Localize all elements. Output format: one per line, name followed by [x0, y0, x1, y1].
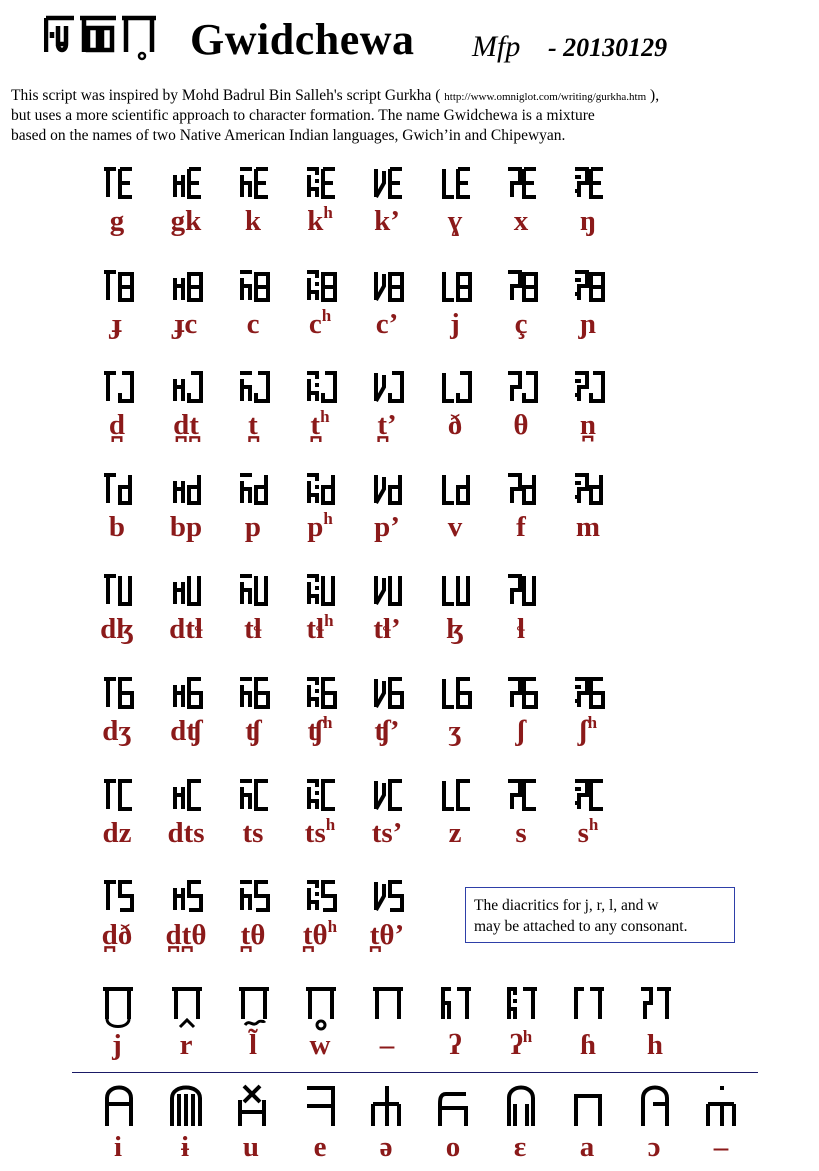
label-row6-col6-text: ʒ: [448, 715, 462, 747]
glyph-row3-col7: [506, 371, 540, 405]
label-row4-col6: [422, 510, 488, 544]
label-row6-col3-text: ʧ: [245, 715, 261, 747]
glyph-row6-col2: [171, 677, 205, 711]
glyph-row6-col6: [440, 677, 474, 711]
label-row1-col5: [354, 204, 420, 238]
label-vowel-7: [487, 1130, 553, 1164]
label-row4-col3: [220, 510, 286, 544]
label-row4-col5: [354, 510, 420, 544]
glyph-row9-col5: [369, 985, 409, 1033]
label-vowel-6-text: o: [445, 1131, 461, 1163]
glyph-row6-col1: [102, 677, 136, 711]
label-row9-col9-text: h: [646, 1029, 664, 1061]
label-row1-col4-superscript: h: [323, 203, 333, 222]
label-vowel-4-text: e: [313, 1131, 327, 1163]
label-row9-col7: [488, 1028, 554, 1062]
label-row6-col2: [153, 714, 219, 748]
glyph-vowel-10: [704, 1082, 740, 1130]
label-row4-col7-text: f: [516, 511, 526, 543]
label-row6-col4-superscript: h: [323, 713, 333, 732]
glyph-vowel-5: [369, 1082, 405, 1130]
label-row2-col5-text: c’: [375, 308, 399, 340]
label-row1-col1: [84, 204, 150, 238]
label-row8-col5-text: t̪θ’: [369, 919, 405, 951]
label-row2-col4: [287, 307, 353, 341]
label-row5-col1-text: dɮ: [100, 613, 134, 645]
label-row8-col1-text: d̪ð: [101, 919, 133, 951]
glyph-row8-col4: [305, 880, 339, 914]
label-row2-col1: [84, 307, 150, 341]
label-row6-col5-text: ʧ’: [374, 715, 400, 747]
glyph-vowel-8: [570, 1082, 606, 1130]
label-row2-col5: [354, 307, 420, 341]
page-title: Gwidchewa: [190, 15, 415, 64]
label-row9-col3-text: l̃: [248, 1029, 258, 1061]
glyph-row1-col6: [440, 167, 474, 201]
label-vowel-5: [353, 1130, 419, 1164]
glyph-row9-col9: [637, 985, 677, 1033]
glyph-vowel-2: [168, 1082, 204, 1130]
label-row1-col8-text: ŋ: [579, 205, 597, 237]
label-row1-col7: [488, 204, 554, 238]
label-row8-col3: [220, 918, 286, 952]
glyph-row3-col1: [102, 371, 136, 405]
label-row8-col5: [354, 918, 420, 952]
label-row3-col8: [555, 408, 621, 442]
label-vowel-1-text: i: [113, 1131, 123, 1163]
label-vowel-8-text: a: [579, 1131, 595, 1163]
label-row3-col2-text: d̪t̪: [173, 409, 199, 441]
label-row3-col3-text: t̪: [248, 409, 258, 441]
label-row3-col6-text: ð: [447, 409, 463, 441]
label-vowel-6: [420, 1130, 486, 1164]
label-row2-col6: [422, 307, 488, 341]
label-row5-col2-text: dtɬ: [169, 613, 203, 645]
label-row5-col4-text: tɬ: [306, 613, 325, 645]
glyph-row2-col3: [238, 270, 272, 304]
glyph-row1-col5: [372, 167, 406, 201]
label-row9-col1-text: j: [112, 1029, 122, 1061]
label-row4-col4: [287, 510, 353, 544]
label-vowel-10: [688, 1130, 754, 1164]
gurkha-link[interactable]: http://www.omniglot.com/writing/gurkha.htm: [444, 91, 647, 103]
label-row5-col3: [220, 612, 286, 646]
glyph-row4-col3: [238, 473, 272, 507]
label-row7-col2-text: dts: [167, 817, 205, 849]
label-row2-col6-text: j: [450, 308, 460, 340]
label-row1-col2: [153, 204, 219, 238]
label-vowel-3-text: u: [242, 1131, 260, 1163]
label-row9-col1: [84, 1028, 150, 1062]
glyph-row2-col5: [372, 270, 406, 304]
label-row9-col6: [422, 1028, 488, 1062]
glyph-row1-col8: [573, 167, 607, 201]
label-row4-col3-text: p: [244, 511, 262, 543]
glyph-row5-col1: [102, 574, 136, 608]
glyph-vowel-3: [234, 1082, 270, 1130]
label-row6-col1-text: dʒ: [102, 715, 132, 747]
label-row9-col5-text: –: [379, 1029, 395, 1061]
label-row3-col8-text: n̪: [579, 409, 597, 441]
label-row6-col6: [422, 714, 488, 748]
label-row6-col1: [84, 714, 150, 748]
label-row9-col3: [220, 1028, 286, 1062]
label-row7-col5: [354, 816, 420, 850]
label-row4-col7: [488, 510, 554, 544]
glyph-row6-col7: [506, 677, 540, 711]
label-row7-col3: [220, 816, 286, 850]
label-row7-col7: [488, 816, 554, 850]
glyph-row7-col7: [506, 779, 540, 813]
label-row7-col7-text: s: [515, 817, 527, 849]
intro-line-1: [11, 86, 659, 107]
glyph-row8-col5: [372, 880, 406, 914]
label-row5-col1: [84, 612, 150, 646]
glyph-vowel-1: [101, 1082, 137, 1130]
label-row4-col2-text: bp: [169, 511, 203, 543]
label-row9-col2: [153, 1028, 219, 1062]
label-row6-col7: [488, 714, 554, 748]
glyph-row4-col5: [372, 473, 406, 507]
label-row9-col9: [622, 1028, 688, 1062]
glyph-row9-col3: [235, 985, 275, 1033]
glyph-row9-col1: [99, 985, 139, 1033]
label-row9-col5: [354, 1028, 420, 1062]
label-row7-col6: [422, 816, 488, 850]
label-row9-col6-text: ʔ: [448, 1029, 462, 1061]
glyph-vowel-4: [303, 1082, 339, 1130]
label-row8-col4: [287, 918, 353, 952]
diacritics-note: [465, 887, 735, 943]
label-row3-col7: [488, 408, 554, 442]
glyph-row7-col3: [238, 779, 272, 813]
label-row1-col6-text: ɣ: [447, 205, 463, 237]
label-row6-col8-text: ʃ: [578, 715, 588, 747]
glyph-vowel-6: [436, 1082, 472, 1130]
glyph-row2-col1: [102, 270, 136, 304]
intro-line-1-end: ),: [646, 87, 660, 104]
glyph-row7-col4: [305, 779, 339, 813]
label-vowel-9: [621, 1130, 687, 1164]
label-row8-col1: [84, 918, 150, 952]
glyph-row9-col7: [503, 985, 543, 1033]
label-row7-col4-text: ts: [304, 817, 326, 849]
label-row2-col3: [220, 307, 286, 341]
label-row4-col4-superscript: h: [323, 509, 333, 528]
label-row4-col1: [84, 510, 150, 544]
glyph-row8-col3: [238, 880, 272, 914]
label-row3-col4-superscript: h: [320, 407, 330, 426]
label-row4-col8: [555, 510, 621, 544]
glyph-row4-col4: [305, 473, 339, 507]
glyph-row9-col8: [570, 985, 610, 1033]
glyph-row4-col7: [506, 473, 540, 507]
label-row4-col8-text: m: [575, 511, 601, 543]
label-row9-col4-text: w: [309, 1029, 331, 1061]
label-row7-col2: [153, 816, 219, 850]
label-row3-col4-text: t̪: [310, 409, 321, 441]
label-row2-col2-text: ɟc: [174, 308, 198, 340]
label-row6-col3: [220, 714, 286, 748]
note-line-2: may be attached to any consonant.: [474, 918, 688, 935]
label-row4-col1-text: b: [108, 511, 126, 543]
label-row2-col4-superscript: h: [321, 306, 332, 325]
glyph-row2-col4: [305, 270, 339, 304]
label-row6-col7-text: ʃ: [516, 715, 526, 747]
label-row1-col7-text: x: [513, 205, 529, 237]
label-row7-col3-text: ts: [242, 817, 264, 849]
label-row8-col2: [153, 918, 219, 952]
author-signature: Mfp: [472, 30, 521, 63]
label-row5-col6-text: ɮ: [446, 613, 464, 645]
label-row3-col2: [153, 408, 219, 442]
label-row4-col6-text: v: [447, 511, 463, 543]
glyph-row5-col5: [372, 574, 406, 608]
glyph-row5-col3: [238, 574, 272, 608]
glyph-row2-col6: [440, 270, 474, 304]
label-row4-col2: [153, 510, 219, 544]
label-row7-col1-text: dz: [102, 817, 132, 849]
label-vowel-5-text: ə: [379, 1131, 393, 1163]
label-row9-col8-text: ɦ: [579, 1029, 597, 1061]
label-row3-col3: [220, 408, 286, 442]
label-row2-col2: [153, 307, 219, 341]
glyph-row3-col5: [372, 371, 406, 405]
label-row3-col5-text: t̪’: [377, 409, 397, 441]
label-row3-col4: [287, 408, 353, 442]
label-vowel-4: [287, 1130, 353, 1164]
label-row7-col8-superscript: h: [588, 815, 599, 834]
glyph-row7-col5: [372, 779, 406, 813]
glyph-row8-col2: [171, 880, 205, 914]
label-row3-col7-text: θ: [513, 409, 529, 441]
label-row9-col7-superscript: h: [522, 1027, 533, 1046]
label-vowel-8: [554, 1130, 620, 1164]
label-row7-col8: [555, 816, 621, 850]
label-row5-col4: [287, 612, 353, 646]
label-row3-col6: [422, 408, 488, 442]
glyph-row7-col2: [171, 779, 205, 813]
label-row2-col8-text: ɲ: [579, 308, 597, 340]
label-row4-col5-text: p’: [374, 511, 400, 543]
glyph-row7-col1: [102, 779, 136, 813]
label-row6-col5: [354, 714, 420, 748]
label-row7-col4-superscript: h: [325, 815, 336, 834]
glyph-row4-col8: [573, 473, 607, 507]
label-row1-col4-text: k: [307, 205, 324, 237]
note-line-1: The diacritics for j, r, l, and w: [474, 897, 659, 914]
label-vowel-7-text: ɛ: [513, 1131, 527, 1163]
label-row2-col1-text: ɟ: [112, 308, 122, 340]
glyph-row2-col8: [573, 270, 607, 304]
label-vowel-3: [218, 1130, 284, 1164]
gwidchewa-script-logo: [44, 12, 178, 62]
label-row5-col7: [488, 612, 554, 646]
glyph-row2-col7: [506, 270, 540, 304]
label-row5-col5: [354, 612, 420, 646]
glyph-row1-col2: [171, 167, 205, 201]
glyph-row7-col6: [440, 779, 474, 813]
label-row1-col8: [555, 204, 621, 238]
label-vowel-2-text: ɨ: [180, 1131, 190, 1163]
label-row8-col4-text: t̪θ: [302, 919, 328, 951]
glyph-row6-col4: [305, 677, 339, 711]
glyph-row6-col5: [372, 677, 406, 711]
label-row2-col3-text: c: [246, 308, 260, 340]
label-row8-col2-text: d̪t̪θ: [165, 919, 207, 951]
glyph-row9-col2: [168, 985, 208, 1033]
intro-line-3: based on the names of two Native American Indian languages, Gwich’in and Chipewyan.: [11, 127, 566, 144]
label-row1-col6: [422, 204, 488, 238]
label-row5-col6: [422, 612, 488, 646]
label-row6-col4: [287, 714, 353, 748]
label-row1-col5-text: k’: [374, 205, 400, 237]
label-vowel-10-text: –: [713, 1131, 729, 1163]
label-row1-col3-text: k: [244, 205, 262, 237]
glyph-row9-col6: [437, 985, 477, 1033]
glyph-row8-col1: [102, 880, 136, 914]
glyph-row5-col7: [506, 574, 540, 608]
label-row3-col5: [354, 408, 420, 442]
label-row7-col4: [287, 816, 353, 850]
label-row1-col4: [287, 204, 353, 238]
label-row7-col1: [84, 816, 150, 850]
glyph-vowel-7: [503, 1082, 539, 1130]
label-row3-col1-text: d̪: [108, 409, 126, 441]
label-row9-col8: [555, 1028, 621, 1062]
label-row5-col7-text: ɬ: [516, 613, 526, 645]
label-row9-col2-text: r: [179, 1029, 193, 1061]
glyph-row3-col8: [573, 371, 607, 405]
date-text: - 20130129: [548, 33, 668, 62]
label-row1-col1-text: g: [109, 205, 125, 237]
label-row6-col8: [555, 714, 621, 748]
glyph-row7-col8: [573, 779, 607, 813]
label-row4-col4-text: p: [307, 511, 324, 543]
glyph-row4-col2: [171, 473, 205, 507]
glyph-row5-col4: [305, 574, 339, 608]
glyph-row4-col6: [440, 473, 474, 507]
glyph-row5-col6: [440, 574, 474, 608]
divider: [72, 1072, 758, 1073]
intro-line-1-text: This script was inspired by Mohd Badrul Bin Salleh's script Gurkha (: [11, 87, 445, 104]
glyph-row3-col3: [238, 371, 272, 405]
label-row5-col2: [153, 612, 219, 646]
label-row5-col3-text: tɬ: [244, 613, 262, 645]
label-row5-col4-superscript: h: [324, 611, 334, 630]
glyph-row1-col1: [102, 167, 136, 201]
label-row9-col7-text: ʔ: [509, 1029, 523, 1061]
label-row1-col2-text: gk: [170, 205, 202, 237]
label-row5-col5-text: tɬ’: [373, 613, 401, 645]
label-row7-col6-text: z: [448, 817, 462, 849]
label-row7-col5-text: ts’: [371, 817, 403, 849]
label-row7-col8-text: s: [577, 817, 589, 849]
glyph-row5-col2: [171, 574, 205, 608]
label-vowel-9-text: ɔ: [647, 1131, 661, 1163]
glyph-row1-col7: [506, 167, 540, 201]
glyph-row3-col6: [440, 371, 474, 405]
label-row6-col2-text: dʧ: [170, 715, 202, 747]
label-row9-col4: [287, 1028, 353, 1062]
label-row6-col4-text: ʧ: [307, 715, 324, 747]
glyph-row6-col8: [573, 677, 607, 711]
label-row2-col7: [488, 307, 554, 341]
label-row6-col8-superscript: h: [587, 713, 598, 732]
label-row8-col3-text: t̪θ: [240, 919, 266, 951]
label-row2-col4-text: c: [308, 308, 322, 340]
glyph-row9-col4: [302, 985, 342, 1033]
glyph-row1-col3: [238, 167, 272, 201]
glyph-row6-col3: [238, 677, 272, 711]
label-row2-col7-text: ç: [514, 308, 528, 340]
label-row8-col4-superscript: h: [327, 917, 338, 936]
label-row2-col8: [555, 307, 621, 341]
label-row3-col1: [84, 408, 150, 442]
glyph-vowel-9: [637, 1082, 673, 1130]
glyph-row3-col4: [305, 371, 339, 405]
label-vowel-2: [152, 1130, 218, 1164]
label-row1-col3: [220, 204, 286, 238]
glyph-row3-col2: [171, 371, 205, 405]
glyph-row2-col2: [171, 270, 205, 304]
glyph-row1-col4: [305, 167, 339, 201]
intro-line-2: but uses a more scientific approach to character formation. The name Gwidchewa is a mixture: [11, 107, 595, 124]
glyph-row4-col1: [102, 473, 136, 507]
label-vowel-1: [85, 1130, 151, 1164]
